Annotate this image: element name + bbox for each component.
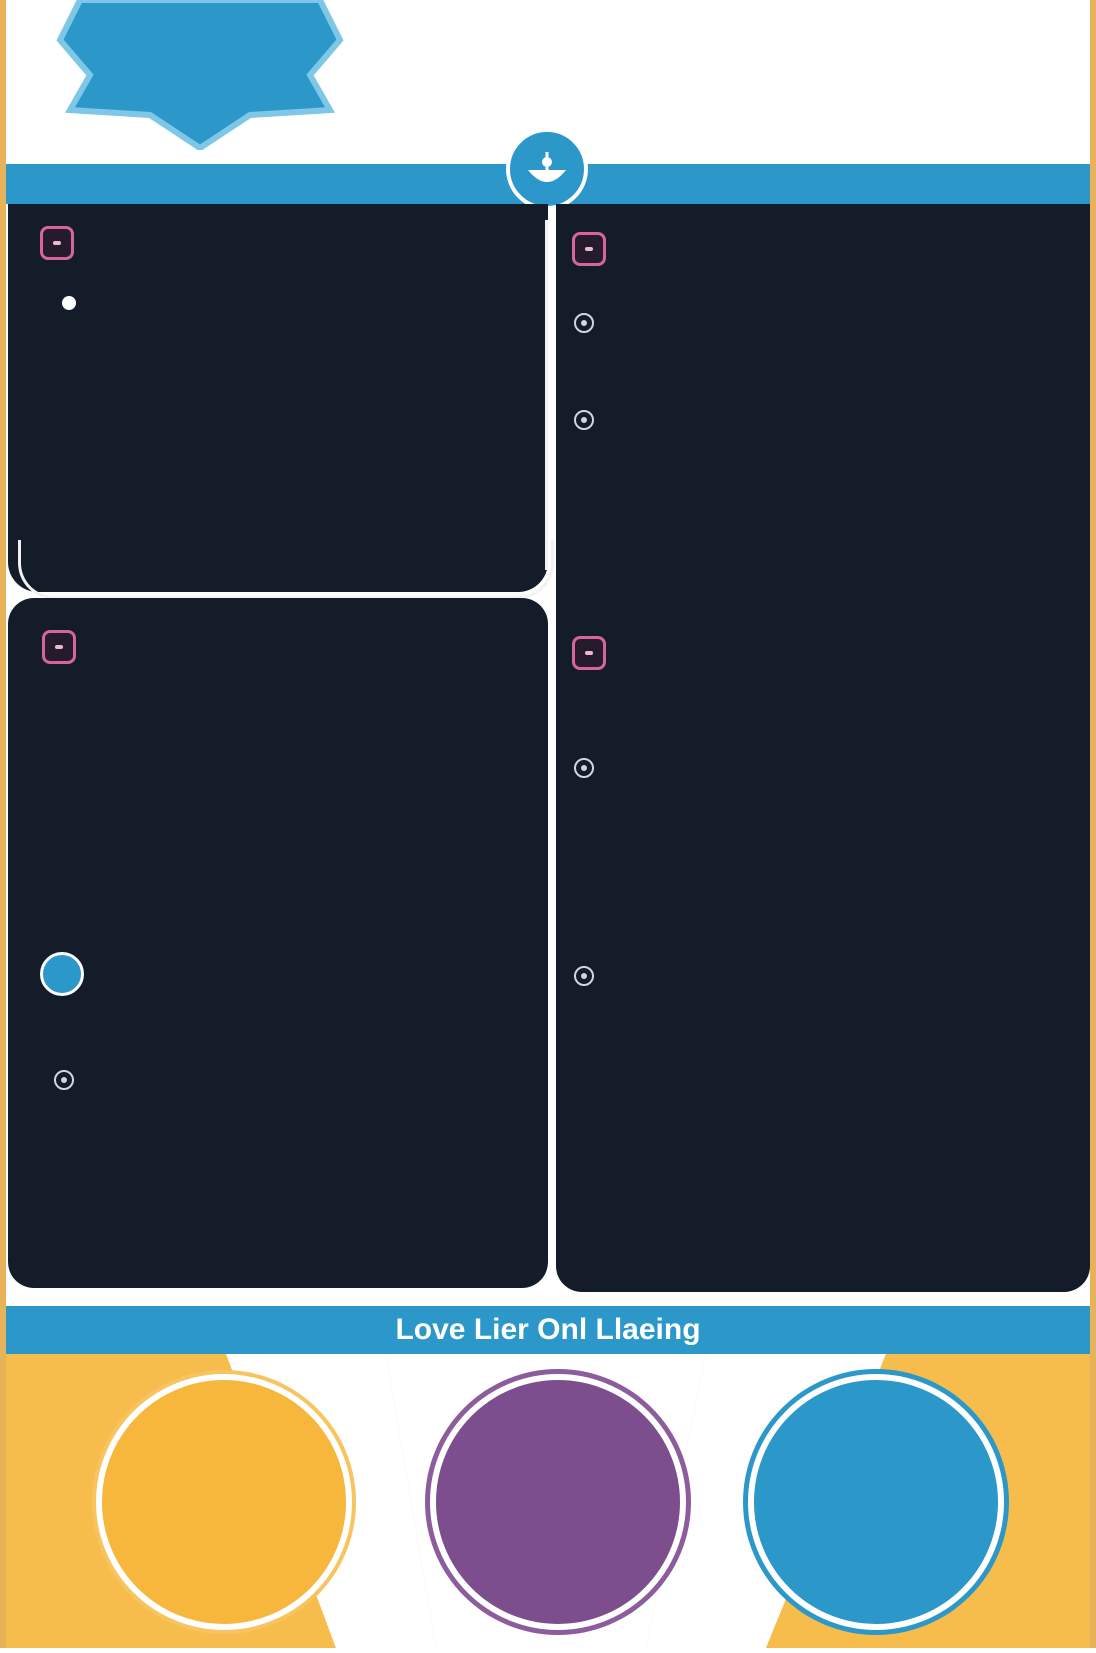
circle-blue xyxy=(748,1374,1004,1630)
card-icon xyxy=(42,630,76,664)
section-banner: Love Lier Onl Llaeing xyxy=(6,1306,1090,1354)
right-border xyxy=(1090,0,1096,1648)
header-badge xyxy=(40,0,360,150)
card-icon xyxy=(40,226,74,260)
panel-left-top xyxy=(8,204,548,592)
info-o-icon xyxy=(40,952,84,996)
bullet-ring xyxy=(574,966,594,986)
panel-left-bottom xyxy=(8,598,548,1288)
bullet-ring xyxy=(574,410,594,430)
bullet-ring xyxy=(54,1070,74,1090)
bullet-ring xyxy=(574,313,594,333)
bullet-dot xyxy=(62,296,76,310)
panel-right xyxy=(556,204,1090,1292)
card-icon xyxy=(572,636,606,670)
circle-purple xyxy=(430,1374,686,1630)
bowl-icon xyxy=(510,132,584,206)
bracket-line xyxy=(18,540,554,599)
bracket-vertical xyxy=(545,220,548,570)
card-icon xyxy=(572,232,606,266)
circle-gold xyxy=(96,1374,352,1630)
center-emblem xyxy=(506,128,588,210)
bullet-ring xyxy=(574,758,594,778)
